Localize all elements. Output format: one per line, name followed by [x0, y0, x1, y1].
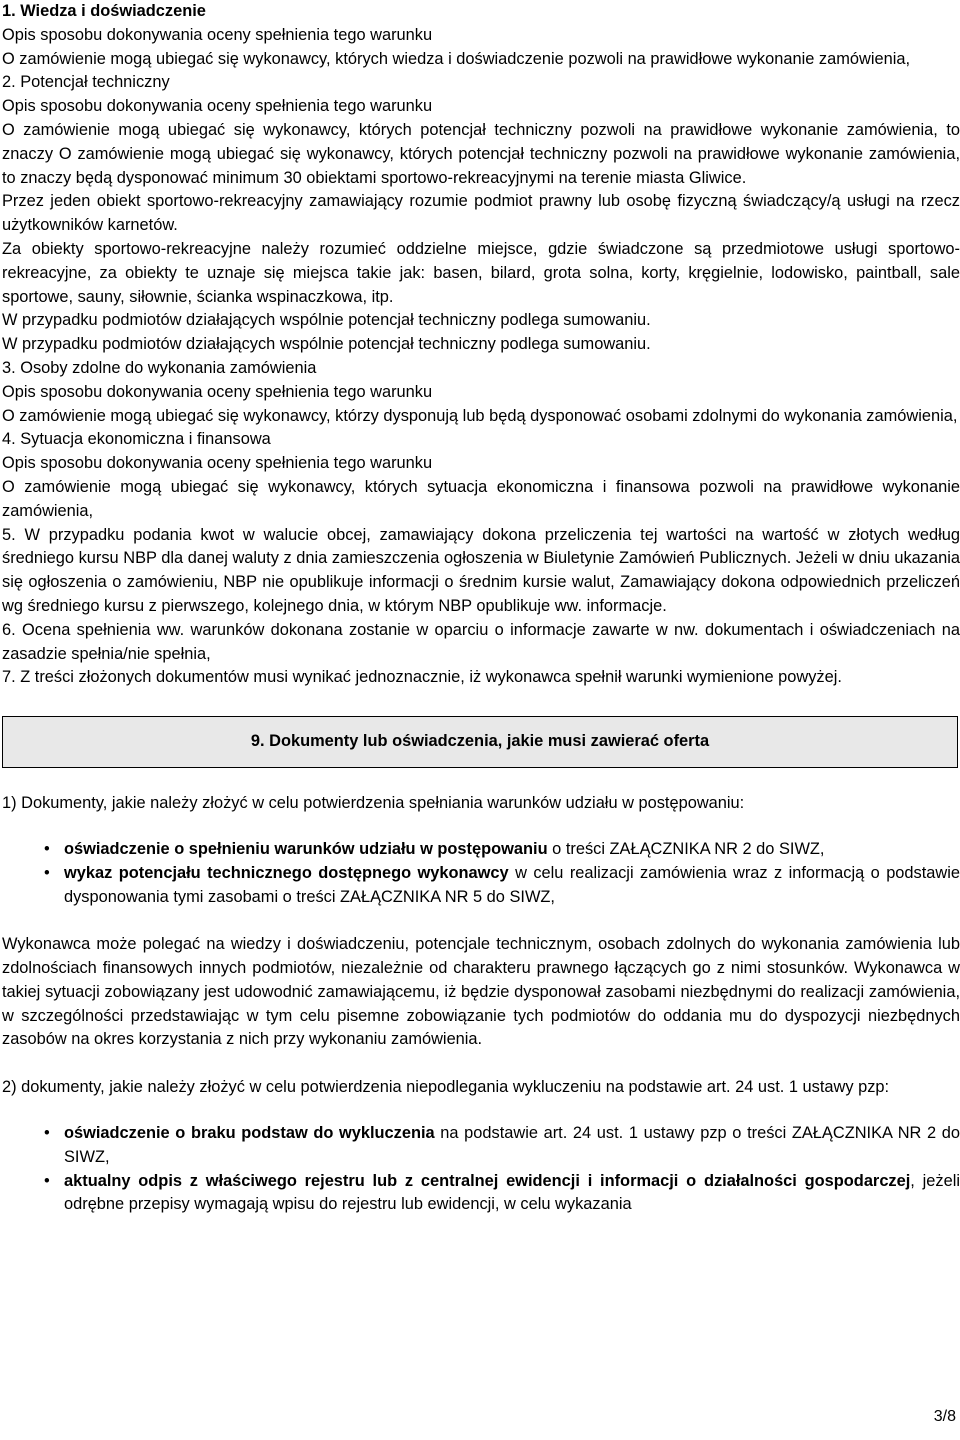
section4-title: 4. Sytuacja ekonomiczna i finansowa	[2, 430, 271, 449]
section4-body: O zamówienie mogą ubiegać się wykonawcy, których sytuacja ekonomiczna i finansowa pozwoli na prawidłowe wykonanie zamówienia,	[2, 477, 960, 520]
section2-body2: Przez jeden obiekt sportowo-rekreacyjny zamawiający rozumie podmiot prawny lub osobę fizyczną świadczący/ą usługi na rzecz użytkowników karnetów.	[2, 192, 960, 235]
section3-body: O zamówienie mogą ubiegać się wykonawcy, którzy dysponują lub będą dysponować osobami zdolnymi do wykonania zamówienia,	[2, 406, 958, 425]
list-item: • aktualny odpis z właściwego rejestru lub z centralnej ewidencji i informacji o działalności gospodarczej, jeżeli odrębne przepisy wymagają wpisu do rejestru lub ewidencji, w celu wykazania	[64, 1170, 960, 1218]
section4-label: Opis sposobu dokonywania oceny spełnienia tego warunku	[2, 454, 433, 473]
point-5: 5. W przypadku podania kwot w walucie obcej, zamawiający dokona przeliczenia tej wartości na wartość w złotych według średniego kursu NBP dla danej waluty z dnia zamieszczenia ogłoszenia w Biuletynie Zamówień Publicznych. Jeżeli w dniu ukazania się ogłoszenia o zamówieniu, NBP nie opublikuje informacji o średnim kursie walut, Zamawiający dokona odpowiednich przeliczeń wg średniego kursu z pierwszego, kolejnego dnia, w którym NBP opublikuje ww. informacje.	[2, 525, 960, 615]
section1-body: O zamówienie mogą ubiegać się wykonawcy, których wiedza i doświadczenie pozwoli na prawidłowe wykonanie zamówienia,	[2, 49, 910, 68]
reliance-paragraph: Wykonawca może polegać na wiedzy i doświadczeniu, potencjale technicznym, osobach zdolnych do wykonania zamówienia lub zdolnościach finansowych innych podmiotów, niezależnie od charakteru prawnego łączących go z nimi stosunków. Wykonawca w takiej sytuacji zobowiązany jest udowodnić zamawiającemu, iż będzie dysponował zasobami niezbędnymi do realizacji zamówienia, w szczególności przedstawiając w tym celu pisemne zobowiązanie tych podmiotów do oddania mu do dyspozycji niezbędnych zasobów na okres korzystania z nich przy wykonaniu zamówienia.	[2, 935, 960, 1049]
docs1-intro: 1) Dokumenty, jakie należy złożyć w celu potwierdzenia spełniania warunków udziału w postępowaniu:	[2, 794, 745, 813]
section2-body3: Za obiekty sportowo-rekreacyjne należy rozumieć oddzielne miejsce, gdzie świadczone są przedmiotowe usługi sportowo-rekreacyjne, za obiekty te uznaje się miejsca takie jak: basen, bilard, grota solna, korty, kręgielnie, lodowisko, paintball, sale sportowe, sauny, siłownie, ścianka wspinaczkowa, itp.	[2, 239, 960, 306]
section2-label: Opis sposobu dokonywania oceny spełnienia tego warunku	[2, 97, 433, 116]
section2-body4: W przypadku podmiotów działających wspólnie potencjał techniczny podlega sumowaniu.	[2, 311, 651, 330]
docs2-list	[2, 1122, 960, 1217]
page-number: 3/8	[933, 1408, 956, 1425]
point-7: 7. Z treści złożonych dokumentów musi wynikać jednoznacznie, iż wykonawca spełnił warunki wymienione powyżej.	[2, 668, 842, 687]
section1-title: 1. Wiedza i doświadczenie	[2, 2, 206, 20]
section9-banner-title: 9. Dokumenty lub oświadczenia, jakie musi zawierać oferta	[250, 732, 710, 751]
section2-title: 2. Potencjał techniczny	[2, 73, 170, 92]
section1-label: Opis sposobu dokonywania oceny spełnienia tego warunku	[2, 25, 433, 44]
docs1-list	[2, 838, 960, 909]
section2-body5: W przypadku podmiotów działających wspólnie potencjał techniczny podlega sumowaniu.	[2, 335, 651, 354]
list-item: • oświadczenie o braku podstaw do wykluczenia na podstawie art. 24 ust. 1 ustawy pzp o treści ZAŁĄCZNIKA NR 2 do SIWZ,	[64, 1122, 960, 1170]
section3-title: 3. Osoby zdolne do wykonania zamówienia	[2, 358, 317, 377]
section9-banner	[2, 716, 958, 768]
list-item: • wykaz potencjału technicznego dostępnego wykonawcy w celu realizacji zamówienia wraz z informacją o podstawie dysponowania tymi zasobami o treści ZAŁĄCZNIKA NR 5 do SIWZ,	[64, 862, 960, 910]
docs2-intro: 2) dokumenty, jakie należy złożyć w celu potwierdzenia niepodlegania wykluczeniu na podstawie art. 24 ust. 1 ustawy pzp:	[2, 1078, 890, 1097]
list-item: • oświadczenie o spełnieniu warunków udziału w postępowaniu o treści ZAŁĄCZNIKA NR 2 do SIWZ,	[64, 838, 960, 862]
section3-label: Opis sposobu dokonywania oceny spełnienia tego warunku	[2, 382, 433, 401]
section2-body1: O zamówienie mogą ubiegać się wykonawcy, których potencjał techniczny pozwoli na prawidłowe wykonanie zamówienia, to znaczy O zamówienie mogą ubiegać się wykonawcy, których potencjał techniczny pozwoli na prawidłowe wykonanie zamówienia, to znaczy będą dysponować minimum 30 obiektami sportowo-rekreacyjnymi na terenie miasta Gliwice.	[2, 120, 960, 187]
point-6: 6. Ocena spełnienia ww. warunków dokonana zostanie w oparciu o informacje zawarte w nw. dokumentach i oświadczeniach na zasadzie spełnia/nie spełnia,	[2, 620, 960, 663]
